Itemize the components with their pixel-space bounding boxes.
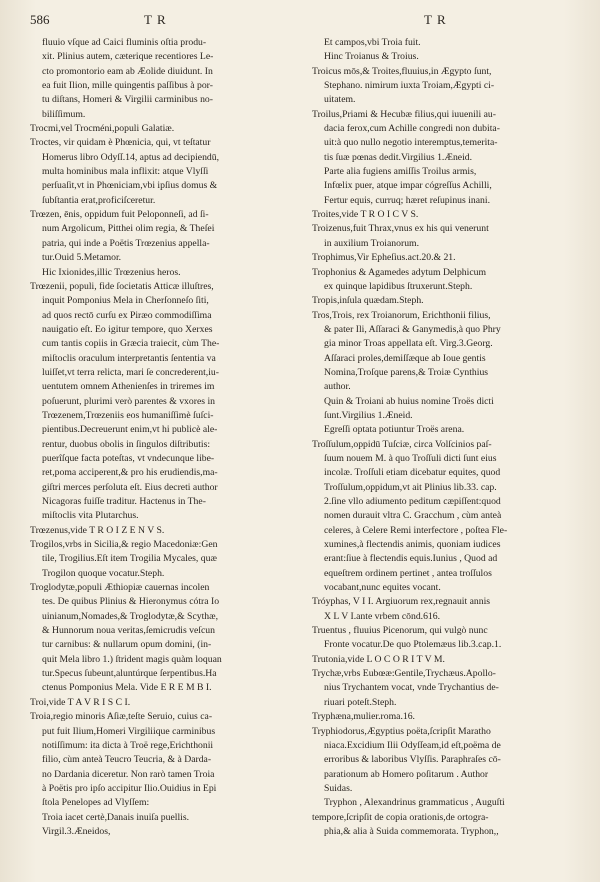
text-line: Trutonia,vide L O C O R I T V M. — [312, 653, 445, 665]
text-line: fluuio vſque ad Caici fluminis oſtia produ- — [42, 37, 207, 48]
text-line: vocabant,nunc equites vocant. — [324, 582, 441, 594]
text-line: Troi,vide T A V R I S C I. — [30, 696, 131, 708]
text-line: Trocmi,vel Trocméni,populi Galatiæ. — [30, 123, 175, 135]
text-line: 2.ſine vllo adiumento peditum cæpiſſent:quod — [324, 496, 501, 507]
text-line: uinianum,Nomades,& Troglodytæ,& Scythæ, — [42, 610, 219, 622]
text-line: giſtri merces perſoluta eſt. Eius decreti author — [42, 481, 218, 493]
text-line: Troia iacet certè,Danais inuiſa puellis. — [42, 811, 190, 823]
text-line: Tróyphas, V I I. Argiuorum rex,regnauit annis — [312, 596, 491, 608]
text-line: Tros,Trois, rex Troianorum, Erichthonii filius, — [312, 309, 491, 321]
text-line: cum tantis copiis in Græcia traiecit, cùm The- — [42, 338, 220, 350]
text-line: Trophonius & Agamedes adytum Delphicum — [312, 266, 487, 278]
text-line: ſubſtantia erat,proficiſceretur. — [42, 194, 156, 206]
text-line: niaca.Excidium Ilii Odyſſeam,id eſt,poëma de — [324, 739, 501, 751]
text-line: Troſſulum,oppidum,vt ait Plinius lib.33. cap. — [324, 481, 497, 493]
text-line: phia,& alia à Suida commemorata. Tryphon,, — [324, 825, 499, 837]
text-line: Fertur equis, curruq; hæret reſupinus inani. — [324, 194, 490, 206]
text-line: notiſſimum: ita dicta à Troë rege,Erichthonii — [42, 739, 214, 751]
text-line: multa hominibus mala inflixit: atque Vlyſſi — [42, 166, 209, 178]
text-line: pientibus.Decreuerunt enim,vt hi publicè ale- — [42, 424, 218, 436]
text-line: Troilus,Priami & Hecubæ filius,qui iuuenili au- — [312, 108, 496, 120]
text-line: ſtola Penelopes ad Vlyſſem: — [42, 797, 150, 809]
text-line: Troctes, vir quidam è Phœnicia, qui, vt teſtatur — [30, 137, 211, 149]
text-line: Troites,vide T R O I C V S. — [312, 209, 419, 221]
text-line: Trychæ,vrbs Eubœæ:Gentile,Trychæus.Apollo- — [312, 668, 496, 680]
text-line: Parte alia fugiens amiſſis Troilus armis, — [324, 166, 477, 178]
text-line: uitatem. — [324, 94, 356, 106]
text-line: tile, Trogilius.Eſt item Trogilia Mycales, quæ — [42, 553, 217, 565]
text-line: xumines,à flectendis animis, quoniam iudices — [324, 539, 501, 551]
text-line: Troglodytæ,populi Æthiopiæ cauernas incolen — [30, 582, 210, 594]
text-line: Trœzenii, populi, fide ſocietatis Atticæ illuſtres, — [30, 280, 214, 292]
text-line: Troizenus,fuit Thrax,vnus ex his qui venerunt — [312, 223, 489, 235]
text-line: rentur, duobus obolis in ſingulos diſtributis: — [42, 438, 211, 450]
text-line: uit:à quo nullo negotio interemptus,temerita- — [324, 137, 498, 149]
text-line: Tropis,inſula quædam.Steph. — [312, 295, 424, 307]
text-line: ea fuit Ilion, mille quingentis paſſibus à por- — [42, 80, 213, 92]
text-line: inquit Pomponius Mela in Cherſonneſo ſiti, — [42, 295, 209, 307]
text-line: filio, cùm anteà Teucro Teucria, & à Darda- — [42, 754, 212, 766]
text-line: Trogilos,vrbs in Sicilia,& regio Macedoniæ:Gen — [30, 539, 218, 551]
running-header — [30, 12, 572, 32]
header-letters-right: T R — [424, 12, 447, 27]
text-line: Fronte vocatur.De quo Ptolemæus lib.3.cap.1. — [324, 639, 502, 651]
text-line: puerîſque facta poteſtas, vt vndecunque libe- — [42, 452, 215, 464]
text-line: Egreſſi optata potiuntur Troës arena. — [324, 424, 465, 436]
text-line: poſuerunt, plurimi verò parentes & vxores in — [42, 395, 215, 407]
text-line: riuari poteſt.Steph. — [324, 696, 397, 708]
text-line: patria, qui inde a Poëtis Trœzenius appella- — [42, 237, 210, 249]
text-line: tur.Ouid 5.Metamor. — [42, 252, 122, 264]
text-line: Trœzenem,Trœzeniis eos humaniſſimè ſuſci- — [42, 409, 214, 421]
text-line: Tryphon , Alexandrinus grammaticus , Auguſti — [324, 797, 505, 809]
text-line: tis ſuæ pœnas dedit.Virgilius 1.Æneid. — [324, 151, 473, 163]
text-line: luiſſet,vt terra relicta, mari ſe concrederent,iu- — [42, 366, 219, 378]
text-line: incolæ. Troſſuli etiam dicebatur equites, quod — [324, 467, 501, 479]
text-line: & pater Ili, Aſſaraci & Ganymedis,à quo Phry — [324, 323, 501, 335]
text-line: tes. De quibus Plinius & Hieronymus cótra Io — [42, 596, 220, 608]
text-line: gia minor Troas appellata eſt. Virg.3.Georg. — [324, 338, 493, 350]
text-line: Stephano. nimirum iuxta Troiam,Ægypti ci- — [324, 80, 495, 92]
header-letters-left: T R — [144, 12, 167, 27]
text-line: quit Mela libro 1.) ſtrident magis quàm loquan — [42, 653, 222, 665]
text-line: nomen durauit vltra C. Gracchum , cùm anteà — [324, 510, 502, 522]
text-line: nius Trychantem vocat, vnde Trychantius de- — [324, 682, 499, 694]
text-line: Virgil.3.Æneidos, — [42, 825, 111, 837]
text-line: uentutem omnem Athenienſes in triremes im — [42, 381, 215, 393]
text-line: Truentus , fluuius Picenorum, qui vulgò nunc — [312, 625, 488, 637]
left-column — [30, 36, 306, 876]
text-line: Tryphiodorus,Ægyptius poëta,ſcripſit Maratho — [312, 725, 491, 737]
text-line: tur.Specus ſubeunt,aluntúrque ſerpentibus.Ha — [42, 668, 217, 680]
text-line: equeſtrem ordinem pertinet , antea troſſulos — [324, 567, 492, 579]
text-line: erant:ſiue à flectendis equis.Iunius , Quod ad — [324, 553, 498, 565]
right-column — [312, 36, 588, 876]
text-line: Hinc Troianus & Troius. — [324, 51, 419, 63]
page-number: 586 — [30, 12, 50, 27]
text-line: tempore,ſcripſit de copia orationis,de ortogra- — [312, 811, 489, 823]
text-line: Trœzenus,vide T R O I Z E N V S. — [30, 524, 165, 536]
text-line: erroribus & laboribus Vlyſſis. Paraphraſes cō- — [324, 754, 501, 766]
text-line: author. — [324, 381, 351, 393]
text-line: ſuum nouem M. à quo Troſſuli dicti ſunt eius — [324, 452, 497, 464]
text-line: Trœzen, ēnis, oppidum fuit Peloponneſi, ad ſi- — [30, 209, 209, 221]
text-line: no Dardania diceretur. Non rarò tamen Troia — [42, 768, 215, 780]
text-line: Et campos,vbi Troia fuit. — [324, 37, 421, 48]
text-line: nauigatio eſt. Eo igitur tempore, quo Xerxes — [42, 323, 213, 335]
text-line: parationum ab Homero poſitarum . Author — [324, 768, 489, 780]
text-line: cto promontorio eam ab Æolide diuidunt. In — [42, 65, 213, 77]
text-line: Troia,regio minoris Aſiæ,teſte Seruio, cuius ca- — [30, 711, 213, 723]
text-line: Quin & Troiani ab huius nomine Troës dicti — [324, 395, 494, 407]
text-line: num Argolicum, Pitthei olim regia, & Theſei — [42, 223, 215, 235]
text-line: Tryphæna,mulier.roma.16. — [312, 711, 415, 723]
text-line: tur carnibus: & nullarum opum domini, (in- — [42, 639, 212, 651]
text-line: Suidas. — [324, 782, 353, 794]
text-line: dacia ferox,cum Achille congredi non dubita- — [324, 123, 500, 135]
text-line: in auxilium Troianorum. — [324, 237, 419, 249]
text-line: biliſſimum. — [42, 108, 86, 120]
text-line: perſuaſit,vt in Phœniciam,vbi ipſius domus & — [42, 180, 218, 192]
text-line: miſtoclis vita Plutarchus. — [42, 510, 139, 522]
text-line: Trophimus,Vir Epheſius.act.20.& 21. — [312, 252, 456, 264]
text-line: & Hunnorum noua veritas,ſemicrudis veſcun — [42, 625, 215, 637]
text-line: celeres, à Celere Remi interfectore , poſtea Fle- — [324, 524, 508, 536]
text-line: ctenus Pomponius Mela. Vide E R E M B I. — [42, 682, 212, 694]
text-line: Infœlix puer, atque impar cógreſſus Achilli, — [324, 180, 492, 192]
text-line: à Poëtis pro ipſo accipitur Ilio.Ouidius in Epi — [42, 782, 217, 794]
text-line: Troſſulum,oppidū Tuſciæ, circa Volſcinios paſ- — [312, 438, 492, 450]
text-line: ret,poma acciperent,& pro his erudiendis,ma- — [42, 467, 218, 479]
text-line: X L V I.ante vrbem cōnd.616. — [324, 610, 441, 622]
text-line: ad quos rectō curſu ex Piræo commodiſſima — [42, 309, 212, 321]
text-line: Nicagoras fuiſſe traditur. Hactenus in The- — [42, 496, 206, 507]
text-line: tu diſtans, Homeri & Virgilii carminibus no- — [42, 94, 213, 106]
text-line: miſtoclis oraculum interpretantis ſententia va — [42, 352, 216, 364]
text-line: Trogilon quoque vocatur.Steph. — [42, 567, 165, 579]
text-line: Aſſaraci proles,demiſſæque ab Ioue gentis — [324, 352, 486, 364]
text-line: Hic Ixionides,illic Trœzenius heros. — [42, 266, 181, 278]
text-line: Troicus mōs,& Troites,fluuius,in Ægypto ſunt, — [312, 65, 492, 77]
text-line: xit. Plinius autem, cæterique recentiores Le- — [42, 51, 214, 63]
text-line: ſunt.Virgilius 1.Æneid. — [324, 409, 413, 421]
text-line: put fuit Ilium,Homeri Virgiliique carminibus — [42, 725, 216, 737]
text-line: Nomina,Troſque parens,& Troiæ Cynthius — [324, 366, 489, 378]
text-line: Homerus libro Odyſſ.14, aptus ad decipiendū, — [42, 151, 220, 163]
text-line: ex quinque lapidibus ſtruxerunt.Steph. — [324, 280, 473, 292]
